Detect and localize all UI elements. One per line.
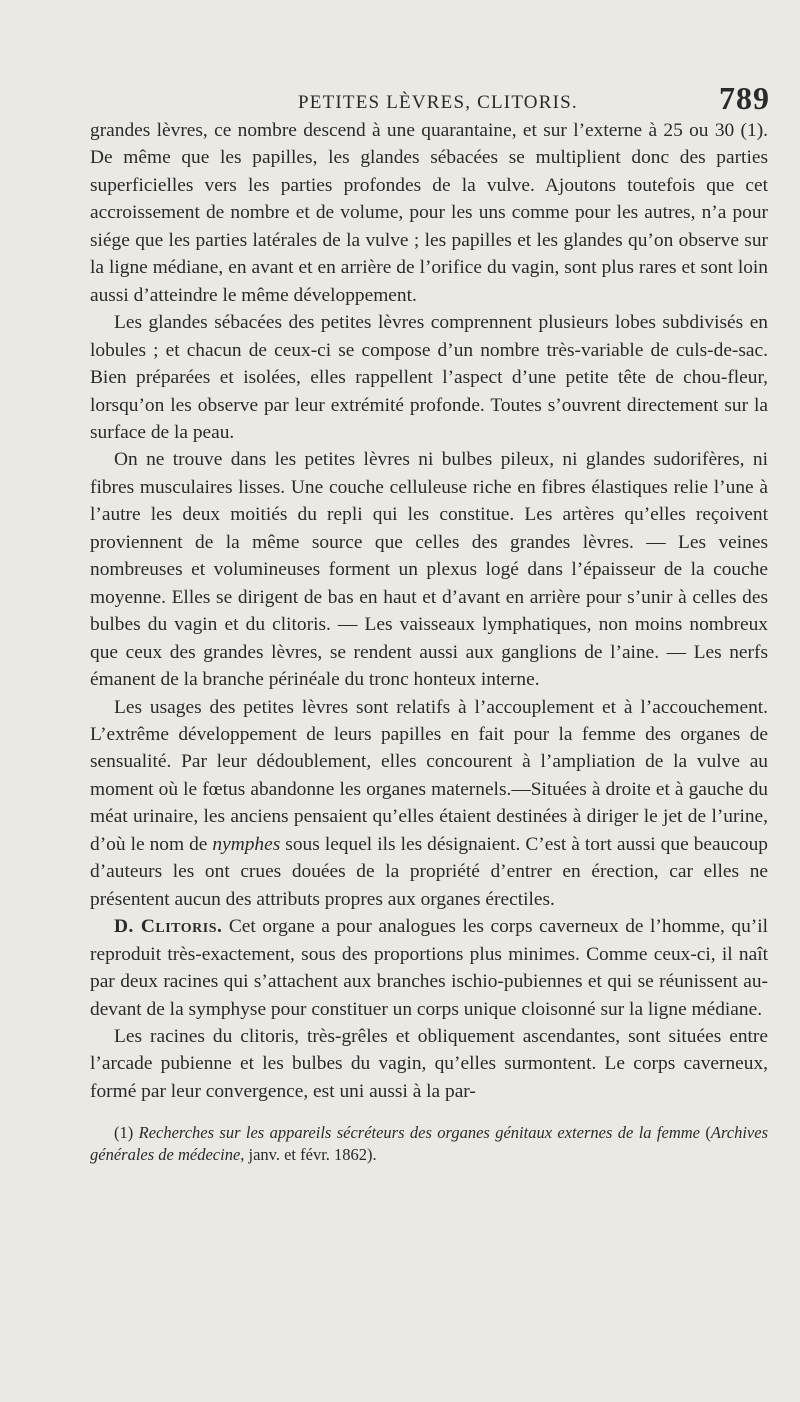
paragraph-text: sous lequel ils les désignaient. C’est à tort aussi que beaucoup d’auteurs les ont crues douées de la propriété d’entrer en érection, car elles ne présentent aucun des attributs propres aux organes érectiles. [90,833,768,910]
paragraph-text: Cet organe a pour analogues les corps caverneux de l’homme, qu’il reproduit très-exactement, sous des proportions plus minimes. Comme ceux-ci, il naît par deux racines qui s’attachent aux branches ischio-pubiennes et qui se réunissent au-devant de la symphyse pour constituer un corps unique cloisonné sur la ligne médiane. [90,916,769,1020]
page-header [90,78,770,118]
footnote-rest: , janv. et févr. 1862). [240,1145,377,1164]
body-text [90,117,768,1105]
paragraph-text: Les usages des petites lèvres sont relatifs à l’accouplement et à l’accouchement. L’extrême développement de leurs papilles en fait pour la femme des organes de sensualité. Par leur dédoublement, elles concourent à l’ampliation de la vulve au moment où le fœtus abandonne les organes maternels.—Situées à droite et à gauche du méat urinaire, les anciens pensaient qu’elles étaient destinées à diriger le jet de l’urine, d’où le nom de [90,696,768,855]
paragraph: grandes lèvres, ce nombre descend à une quarantaine, et sur l’externe à 25 ou 30 (1). De même que les papilles, les glandes sébacées se multiplient donc des parties superficielles vers les parties profondes de la vulve. Ajoutons toutefois que cet accroissement de nombre et de volume, pour les uns comme pour les autres, n’a pour siége que les parties latérales de la vulve ; les papilles et les glandes qu’on observe sur la ligne médiane, en avant et en arrière de l’orifice du vagin, sont plus rares et sont loin aussi d’atteindre le même développement. [90,120,768,306]
paragraph: Les racines du clitoris, très-grêles et obliquement ascendantes, sont situées entre l’arcade pubienne et les bulbes du vagin, qu’elles surmontent. Le corps caverneux, formé par leur convergence, est uni aussi à la par- [90,1025,768,1102]
running-title: PETITES LÈVRES, CLITORIS. [298,92,578,113]
paragraph [90,913,768,1023]
italic-term: nymphes [212,833,281,855]
footnote-number: (1) [114,1123,139,1142]
paragraph: Les glandes sébacées des petites lèvres comprennent plusieurs lobes subdivisés en lobules ; et chacun de ceux-ci se compose d’un nombre très-variable de culs-de-sac. Bien préparées et isolées, elles rappellent l’aspect d’une petite tête de chou-fleur, lorsqu’on les observe par leur extrémité profonde. Toutes s’ouvrent directement sur la surface de la peau. [90,312,768,443]
paragraph [90,694,768,914]
footnote-source: Archives générales de médecine [90,1123,768,1164]
section-label: D. Clitoris. [114,916,223,938]
footnote [90,1122,768,1166]
paragraph: On ne trouve dans les petites lèvres ni bulbes pileux, ni glandes sudorifères, ni fibres musculaires lisses. Une couche celluleuse riche en fibres élastiques relie l’une à l’autre les deux moitiés du repli qui les constitue. Les artères qu’elles reçoivent proviennent de la même source que celles des grandes lèvres. — Les veines nombreuses et volumineuses forment un plexus logé dans l’épaisseur de la couche moyenne. Elles se dirigent de bas en haut et d’avant en arrière pour s’unir à celles des bulbes du vagin et du clitoris. — Les vaisseaux lymphatiques, non moins nombreux que ceux des grandes lèvres, se rendent aussi aux ganglions de l’aine. — Les nerfs émanent de la branche périnéale du tronc honteux interne. [90,449,768,691]
footnote-title: Recherches sur les appareils sécréteurs des organes génitaux externes de la femme [138,1123,700,1142]
footnote-paren: ( [700,1123,711,1142]
footnote-text [90,1122,768,1166]
page-number: 789 [719,80,770,116]
